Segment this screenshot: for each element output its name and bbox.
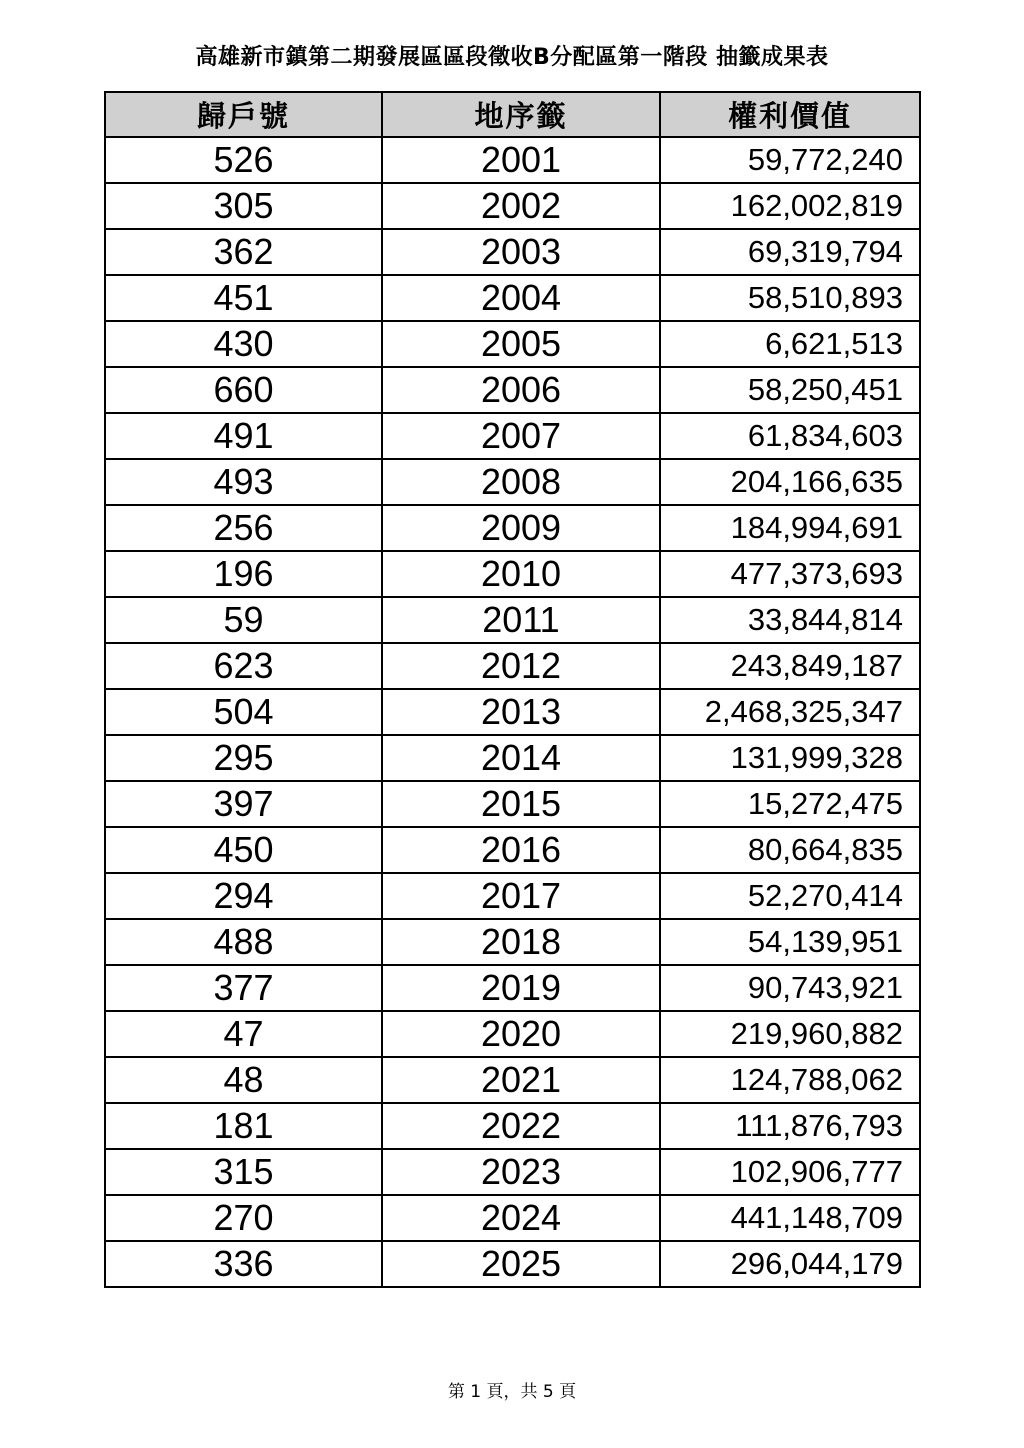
- rights-value-cell: 477,373,693: [660, 551, 920, 597]
- table-row: [105, 275, 920, 321]
- header-rights-value: 權利價值: [660, 92, 920, 137]
- table-row: [105, 735, 920, 781]
- household-number-cell: 430: [105, 321, 382, 367]
- household-number-cell: 48: [105, 1057, 382, 1103]
- lot-sequence-cell: 2006: [382, 367, 660, 413]
- table-row: [105, 321, 920, 367]
- rights-value-cell: 102,906,777: [660, 1149, 920, 1195]
- rights-value-cell: 80,664,835: [660, 827, 920, 873]
- table-body: [105, 137, 920, 1287]
- lot-sequence-cell: 2002: [382, 183, 660, 229]
- lot-sequence-cell: 2018: [382, 919, 660, 965]
- table-row: [105, 965, 920, 1011]
- rights-value-cell: 59,772,240: [660, 137, 920, 183]
- household-number-cell: 256: [105, 505, 382, 551]
- household-number-cell: 526: [105, 137, 382, 183]
- household-number-cell: 315: [105, 1149, 382, 1195]
- household-number-cell: 450: [105, 827, 382, 873]
- household-number-cell: 295: [105, 735, 382, 781]
- table-row: [105, 459, 920, 505]
- table-row: [105, 551, 920, 597]
- lot-sequence-cell: 2014: [382, 735, 660, 781]
- rights-value-cell: 204,166,635: [660, 459, 920, 505]
- lot-sequence-cell: 2007: [382, 413, 660, 459]
- rights-value-cell: 61,834,603: [660, 413, 920, 459]
- table-row: [105, 1195, 920, 1241]
- household-number-cell: 377: [105, 965, 382, 1011]
- lot-sequence-cell: 2003: [382, 229, 660, 275]
- household-number-cell: 181: [105, 1103, 382, 1149]
- table-row: [105, 643, 920, 689]
- table-row: [105, 229, 920, 275]
- header-household-number: 歸戶號: [105, 92, 382, 137]
- lot-sequence-cell: 2023: [382, 1149, 660, 1195]
- lot-sequence-cell: 2009: [382, 505, 660, 551]
- household-number-cell: 59: [105, 597, 382, 643]
- rights-value-cell: 6,621,513: [660, 321, 920, 367]
- lot-sequence-cell: 2012: [382, 643, 660, 689]
- rights-value-cell: 219,960,882: [660, 1011, 920, 1057]
- lot-sequence-cell: 2016: [382, 827, 660, 873]
- lot-sequence-cell: 2024: [382, 1195, 660, 1241]
- rights-value-cell: 124,788,062: [660, 1057, 920, 1103]
- table-row: [105, 1011, 920, 1057]
- lot-sequence-cell: 2021: [382, 1057, 660, 1103]
- rights-value-cell: 111,876,793: [660, 1103, 920, 1149]
- header-lot-sequence: 地序籤: [382, 92, 660, 137]
- table-row: [105, 413, 920, 459]
- document-title: 高雄新市鎮第二期發展區區段徵收B分配區第一階段 抽籤成果表: [195, 45, 829, 70]
- page-footer: 第 1 頁，共 5 頁: [447, 1382, 577, 1402]
- table-header-row: [105, 92, 920, 137]
- lot-sequence-cell: 2015: [382, 781, 660, 827]
- household-number-cell: 451: [105, 275, 382, 321]
- lot-sequence-cell: 2001: [382, 137, 660, 183]
- rights-value-cell: 184,994,691: [660, 505, 920, 551]
- household-number-cell: 362: [105, 229, 382, 275]
- household-number-cell: 504: [105, 689, 382, 735]
- table-row: [105, 781, 920, 827]
- rights-value-cell: 33,844,814: [660, 597, 920, 643]
- lot-sequence-cell: 2010: [382, 551, 660, 597]
- household-number-cell: 270: [105, 1195, 382, 1241]
- household-number-cell: 196: [105, 551, 382, 597]
- lot-sequence-cell: 2022: [382, 1103, 660, 1149]
- rights-value-cell: 54,139,951: [660, 919, 920, 965]
- rights-value-cell: 69,319,794: [660, 229, 920, 275]
- lottery-result-table: [104, 91, 921, 1288]
- rights-value-cell: 296,044,179: [660, 1241, 920, 1287]
- table-row: [105, 1241, 920, 1287]
- rights-value-cell: 58,250,451: [660, 367, 920, 413]
- table-row: [105, 505, 920, 551]
- table-row: [105, 873, 920, 919]
- lot-sequence-cell: 2008: [382, 459, 660, 505]
- lot-sequence-cell: 2011: [382, 597, 660, 643]
- table-row: [105, 597, 920, 643]
- lot-sequence-cell: 2025: [382, 1241, 660, 1287]
- household-number-cell: 623: [105, 643, 382, 689]
- lot-sequence-cell: 2017: [382, 873, 660, 919]
- rights-value-cell: 15,272,475: [660, 781, 920, 827]
- rights-value-cell: 441,148,709: [660, 1195, 920, 1241]
- table-row: [105, 1149, 920, 1195]
- rights-value-cell: 131,999,328: [660, 735, 920, 781]
- lot-sequence-cell: 2004: [382, 275, 660, 321]
- rights-value-cell: 58,510,893: [660, 275, 920, 321]
- table-row: [105, 183, 920, 229]
- rights-value-cell: 162,002,819: [660, 183, 920, 229]
- lot-sequence-cell: 2013: [382, 689, 660, 735]
- household-number-cell: 294: [105, 873, 382, 919]
- household-number-cell: 336: [105, 1241, 382, 1287]
- household-number-cell: 493: [105, 459, 382, 505]
- rights-value-cell: 90,743,921: [660, 965, 920, 1011]
- table-row: [105, 919, 920, 965]
- table-row: [105, 137, 920, 183]
- rights-value-cell: 243,849,187: [660, 643, 920, 689]
- household-number-cell: 397: [105, 781, 382, 827]
- table-row: [105, 1103, 920, 1149]
- table-row: [105, 689, 920, 735]
- rights-value-cell: 52,270,414: [660, 873, 920, 919]
- table-row: [105, 1057, 920, 1103]
- household-number-cell: 47: [105, 1011, 382, 1057]
- household-number-cell: 491: [105, 413, 382, 459]
- lot-sequence-cell: 2019: [382, 965, 660, 1011]
- table-row: [105, 367, 920, 413]
- lot-sequence-cell: 2005: [382, 321, 660, 367]
- lot-sequence-cell: 2020: [382, 1011, 660, 1057]
- table-row: [105, 827, 920, 873]
- rights-value-cell: 2,468,325,347: [660, 689, 920, 735]
- household-number-cell: 488: [105, 919, 382, 965]
- household-number-cell: 660: [105, 367, 382, 413]
- household-number-cell: 305: [105, 183, 382, 229]
